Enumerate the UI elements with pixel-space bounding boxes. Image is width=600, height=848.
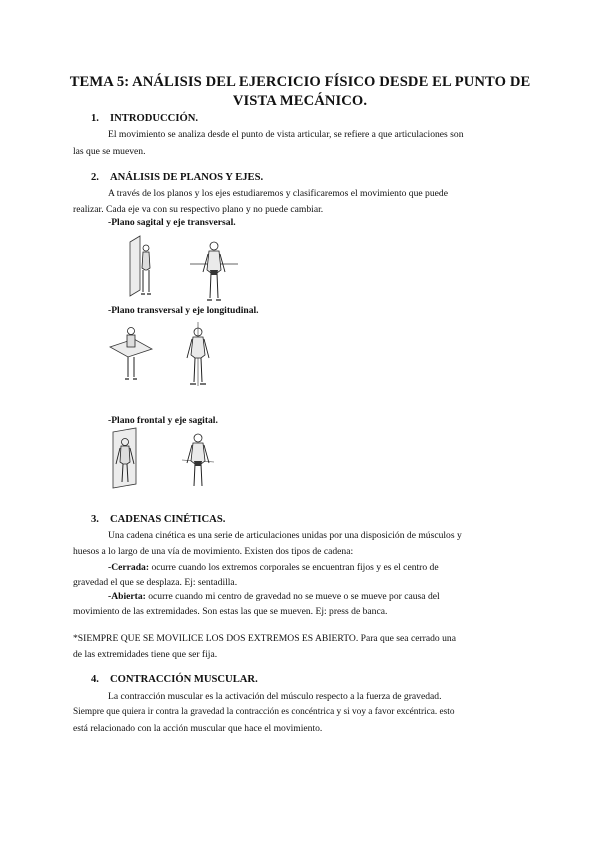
- section-1-heading: [91, 112, 198, 125]
- paragraph-line: huesos a lo largo de una vía de movimiento. Existen dos tipos de cadena:: [73, 546, 354, 557]
- frontal-plane-figure-icon: [110, 428, 142, 490]
- section-title: INTRODUCCIÓN.: [110, 113, 198, 124]
- paragraph-line: Siempre que quiera ir contra la gravedad la contracción es concéntrica y si voy a favor excéntrica. esto: [73, 707, 455, 717]
- paragraph-line: La contracción muscular es la activación del músculo respecto a la fuerza de gravedad.: [108, 691, 442, 702]
- note-line: de las extremidades tiene que ser fija.: [73, 649, 218, 660]
- paragraph-line: El movimiento se analiza desde el punto de vista articular, se refiere a que articulaciones son: [108, 129, 464, 140]
- section-3-heading: [91, 513, 225, 526]
- paragraph-line: movimiento de las extremidades. Son estas las que se mueven. Ej: press de banca.: [73, 606, 388, 617]
- paragraph-line: Una cadena cinética es una serie de articulaciones unidas por una disposición de músculos y: [108, 530, 462, 541]
- sagittal-plane-figure-icon: [126, 236, 166, 302]
- list-item-open-chain: [108, 590, 440, 603]
- section-title: ANÁLISIS DE PLANOS Y EJES.: [110, 172, 264, 183]
- transverse-plane-figure-icon: [108, 325, 154, 383]
- definition: ocurre cuando mi centro de gravedad no se mueve o se mueve por causa del: [148, 591, 440, 602]
- transverse-axis-figure-icon: [190, 240, 240, 304]
- paragraph-line: gravedad el que se desplaza. Ej: sentadilla.: [73, 577, 238, 588]
- section-title: CADENAS CINÉTICAS.: [110, 514, 226, 525]
- paragraph-line: realizar. Cada eje va con su respectivo plano y no puede cambiar.: [73, 204, 324, 215]
- term: -Abierta:: [108, 591, 146, 602]
- subsection-frontal-plane: -Plano frontal y eje sagital.: [108, 415, 218, 426]
- term: -Cerrada:: [108, 562, 150, 573]
- section-title: CONTRACCIÓN MUSCULAR.: [110, 674, 258, 685]
- list-item-closed-chain: [108, 561, 439, 574]
- paragraph-line: está relacionado con la acción muscular que hace el movimiento.: [73, 723, 323, 734]
- definition: ocurre cuando los extremos corporales se encuentran fijos y es el centro de: [151, 562, 439, 573]
- paragraph-line: las que se mueven.: [73, 146, 146, 157]
- section-4-heading: [91, 673, 258, 686]
- subsection-transverse-plane: -Plano transversal y eje longitudinal.: [108, 305, 259, 316]
- paragraph-line: A través de los planos y los ejes estudiaremos y clasificaremos el movimiento que puede: [108, 188, 448, 199]
- note-line: *SIEMPRE QUE SE MOVILICE LOS DOS EXTREMOS ES ABIERTO. Para que sea cerrado una: [73, 633, 456, 644]
- section-number: 1.: [91, 113, 99, 124]
- section-2-heading: [91, 171, 263, 184]
- subsection-sagittal-plane: -Plano sagital y eje transversal.: [108, 217, 236, 228]
- section-number: 2.: [91, 172, 99, 183]
- sagittal-axis-figure-icon: [180, 430, 216, 490]
- section-number: 3.: [91, 514, 99, 525]
- section-number: 4.: [91, 674, 99, 685]
- longitudinal-axis-figure-icon: [180, 322, 216, 388]
- page-title: TEMA 5: ANÁLISIS DEL EJERCICIO FÍSICO DESDE EL PUNTO DE VISTA MECÁNICO.: [69, 74, 531, 109]
